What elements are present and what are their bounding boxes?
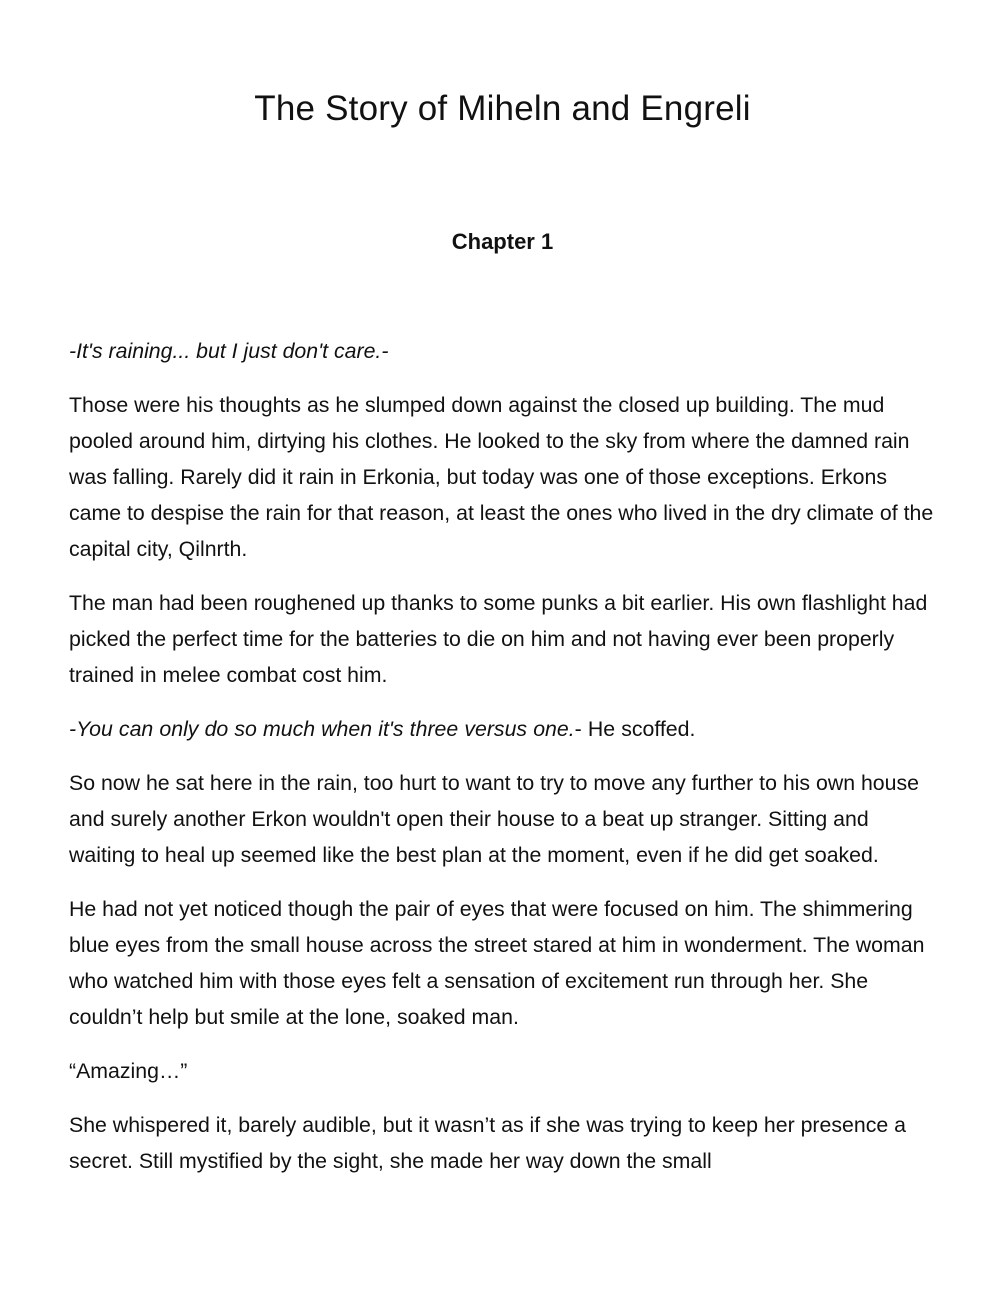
paragraph-7: “Amazing…”: [69, 1059, 188, 1083]
paragraph-4: [69, 711, 939, 747]
document-title: The Story of Miheln and Engreli: [254, 89, 751, 128]
paragraph-3: The man had been roughened up thanks to some punks a bit earlier. His own flashlight had picked the perfect time for the batteries to die on him and not having ever been properly trained in melee combat cost him.: [69, 591, 928, 687]
paragraph-4-rest: - He scoffed.: [574, 717, 696, 741]
italic-thought: -You can only do so much when it's three versus one.: [69, 717, 575, 741]
chapter-heading: Chapter 1: [451, 229, 554, 254]
paragraph-8: She whispered it, barely audible, but it wasn’t as if she was trying to keep her presence a secret. Still mystified by the sight, she made her way down the small: [69, 1113, 906, 1173]
paragraph-1: [69, 333, 939, 369]
italic-thought: -It's raining... but I just don't care.-: [69, 339, 389, 363]
paragraph-6: He had not yet noticed though the pair of eyes that were focused on him. The shimmering blue eyes from the small house across the street stared at him in wonderment. The woman who watched him with those eyes felt a sensation of excitement run through her. She couldn’t help but smile at the lone, soaked man.: [69, 897, 925, 1029]
document-body: [69, 333, 939, 1197]
paragraph-5: So now he sat here in the rain, too hurt to want to try to move any further to his own house and surely another Erkon wouldn't open their house to a beat up stranger. Sitting and waiting to heal up seemed like the best plan at the moment, even if he did get soaked.: [69, 771, 919, 867]
paragraph-2: Those were his thoughts as he slumped down against the closed up building. The mud pooled around him, dirtying his clothes. He looked to the sky from where the damned rain was falling. Rarely did it rain in Erkonia, but today was one of those exceptions. Erkons came to despise the rain for that reason, at least the ones who lived in the dry climate of the capital city, Qilnrth.: [69, 393, 934, 561]
